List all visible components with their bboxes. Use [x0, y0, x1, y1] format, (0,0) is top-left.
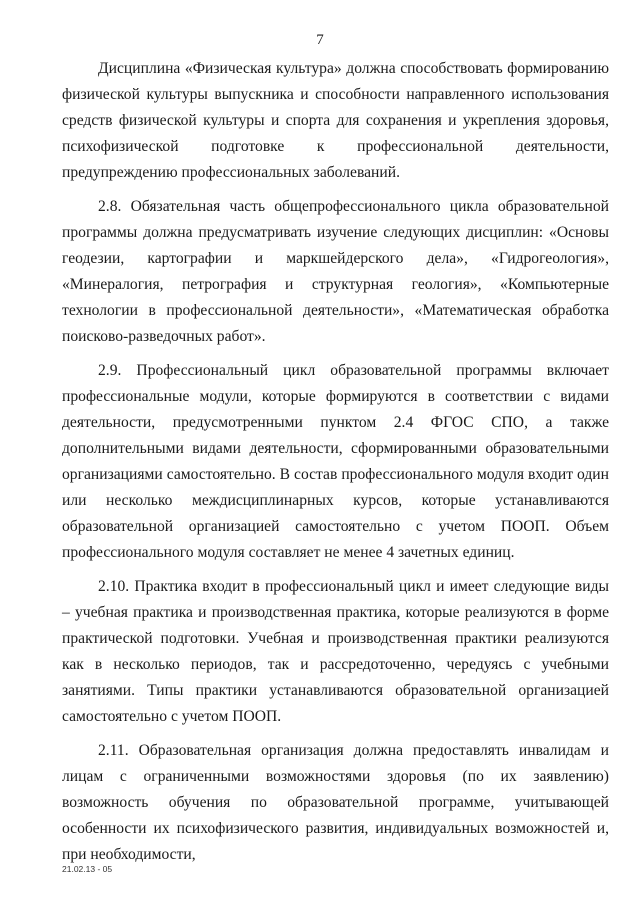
- paragraph-2-11: 2.11. Образовательная организация должна предоставлять инвалидам и лицам с ограниченными возможностями здоровья (по их заявлению) возможность обучения по образовательной программе, учитывающей особенности их психофизического развития, индивидуальных возможностей и, при необходимости,: [62, 742, 609, 863]
- paragraph-2-8: 2.8. Обязательная часть общепрофессионального цикла образовательной программы должна предусматривать изучение следующих дисциплин: «Основы геодезии, картографии и маркшейдерского дела», «Гидрогеология», «Минералогия, петрография и структурная геология», «Компьютерные технологии в профессиональной деятельности», «Математическая обработка поисково-разведочных работ».: [62, 198, 609, 345]
- paragraph-physical-culture: Дисциплина «Физическая культура» должна способствовать формированию физической культуры выпускника и способности направленного использования средств физической культуры и спорта для сохранения и укрепления здоровья, психофизической подготовке к профессиональной деятельности, предупреждению профессиональных заболеваний.: [62, 60, 609, 181]
- document-code: 21.02.13 - 05: [62, 864, 113, 874]
- page-number: 7: [316, 32, 324, 48]
- document-body: [62, 56, 609, 876]
- paragraph-2-10: 2.10. Практика входит в профессиональный цикл и имеет следующие виды – учебная практика и производственная практика, которые реализуются в форме практической подготовки. Учебная и производственная практики реализуются как в несколько периодов, так и рассредоточенно, чередуясь с учебными занятиями. Типы практики устанавливаются образовательной организацией самостоятельно с учетом ПООП.: [62, 578, 609, 725]
- paragraph-2-9: 2.9. Профессиональный цикл образовательной программы включает профессиональные модули, которые формируются в соответствии с видами деятельности, предусмотренными пунктом 2.4 ФГОС СПО, а также дополнительными видами деятельности, сформированными образовательными организациями самостоятельно. В состав профессионального модуля входит один или несколько междисциплинарных курсов, которые устанавливаются образовательной организацией самостоятельно с учетом ПООП. Объем профессионального модуля составляет не менее 4 зачетных единиц.: [62, 362, 609, 561]
